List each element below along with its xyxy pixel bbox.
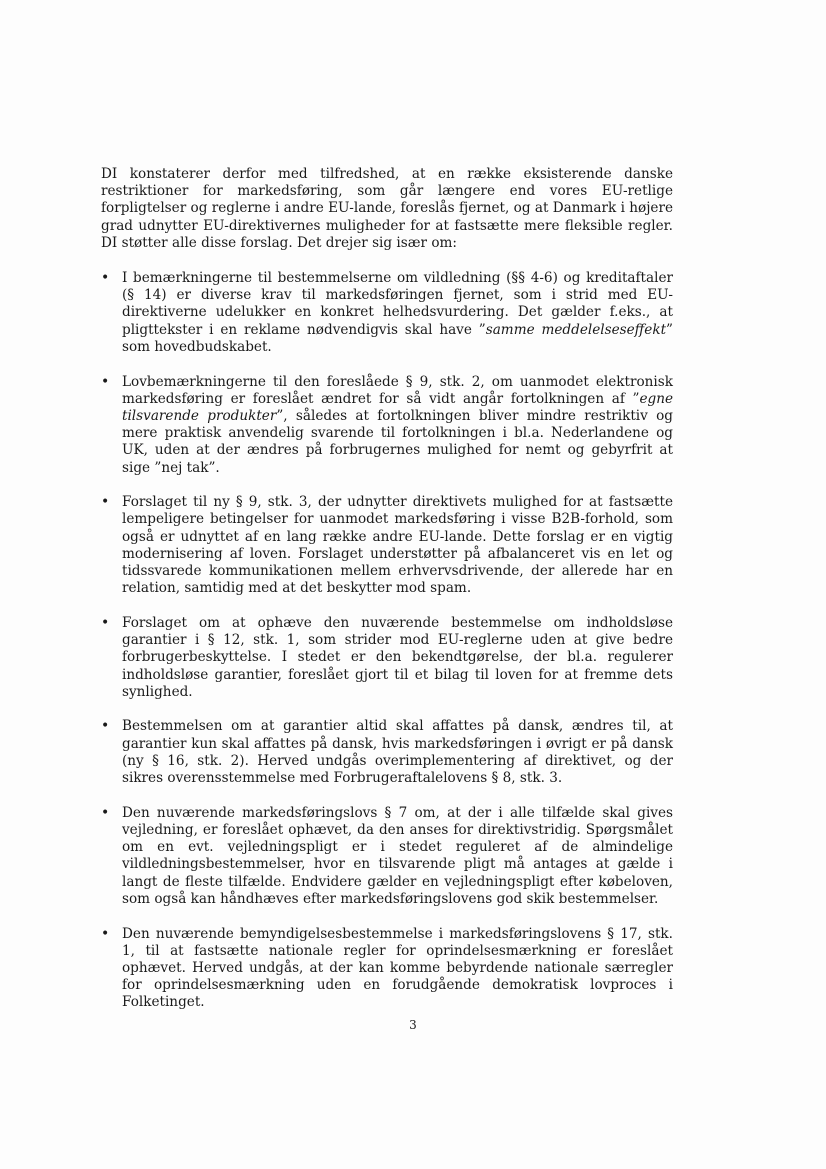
bullet-item-3 [101,494,673,597]
bullet-emphasis: samme meddelelseseffekt [485,321,667,338]
bullet-text: Den nuværende markedsføringslovs § 7 om, at der i alle tilfælde skal gives vejledning, er foreslået ophævet, da den anses for direktivstridig. Spørgsmålet om en evt. vejledningspligt er i stedet reguleret af de almindelige vildledningsbestemmelser, hvor en tilsvarende pligt må antages at gælde i langt de fleste tilfælde. Endvidere gælder en vejledningspligt efter købeloven, som også kan håndhæves efter markedsføringslovens god skik bestemmelser. [122,804,673,907]
bullet-text: Lovbemærkningerne til den foreslåede § 9, stk. 2, om uanmodet elektronisk markedsføring er foreslået ændret for så vidt angår fortolkningen af ” [122,373,673,407]
bullet-list [101,270,673,1012]
bullet-text-end: ” som hovedbudskabet. [122,321,673,355]
bullet-item-5 [101,718,673,787]
intro-paragraph: DI konstaterer derfor med tilfredshed, at en række eksisterende danske restriktioner for markedsføring, som går længere end vores EU-retlige forpligtelser og reglerne i andre EU-lande, foreslås fjernet, og at Danmark i højere grad udnytter EU-direktivernes muligheder for at fastsætte mere fleksible regler. DI støtter alle disse forslag. Det drejer sig især om: [101,166,673,251]
bullet-item-7 [101,926,673,1012]
bullet-item-1 [101,270,673,356]
bullet-text: Forslaget til ny § 9, stk. 3, der udnytter direktivets mulighed for at fastsætte lempeligere betingelser for uanmodet markedsføring i visse B2B-forhold, som også er udnyttet af en lang række andre EU-lande. Dette forslag er en vigtig modernisering af loven. Forslaget understøtter på afbalanceret vis en let og tidssvarede kommunikationen mellem erhvervsdrivende, der allerede har en relation, samtidig med at det beskytter mod spam. [122,494,673,597]
bullet-text: Forslaget om at ophæve den nuværende bestemmelse om indholdsløse garantier i § 12, stk. 1, som strider mod EU-reglerne uden at give bedre forbrugerbeskyttelse. I stedet er den bekendtgørelse, der bl.a. regulerer indholdsløse garantier, foreslået gjort til et bilag til loven for at fremme dets synlighed. [122,614,673,700]
bullet-text: I bemærkningerne til bestemmelserne om vildledning (§§ 4-6) og kreditaftaler (§ 14) er diverse krav til markedsføringen fjernet, som i strid med EU-direktiverne udelukker en konkret helhedsvurdering. Det gælder f.eks., at pligttekster i en reklame nødvendigvis skal have ” [122,270,673,338]
bullet-text: Bestemmelsen om at garantier altid skal affattes på dansk, ændres til, at garantier kun skal affattes på dansk, hvis markedsføringen i øvrigt er på dansk (ny § 16, stk. 2). Herved undgås overimplementering af direktivet, og der sikres overensstemmelse med Forbrugeraftalelovens § 8, stk. 3. [122,718,673,787]
document-body [101,166,673,1029]
bullet-emphasis: egne tilsvarende produkter [122,390,673,424]
bullet-item-4 [101,615,673,701]
bullet-text: Den nuværende bemyndigelsesbestemmelse i markedsføringslovens § 17, stk. 1, til at fastsætte nationale regler for oprindelsesmærkning er foreslået ophævet. Herved undgås, at der kan komme bebyrdende nationale særregler for oprindelsesmærkning uden en forudgående demokratisk lovproces i Folketinget. [122,925,673,1011]
bullet-text-end: ”, således at fortolkningen bliver mindre restriktiv og mere praktisk anvendelig svarende til fortolkningen i bl.a. Nederlandene og UK, uden at der ændres på forbrugernes mulighed for nemt og gebyrfrit at sige ”nej tak”. [122,407,673,476]
bullet-item-2 [101,374,673,477]
bullet-item-6 [101,805,673,908]
page-number: 3 [409,1018,417,1032]
